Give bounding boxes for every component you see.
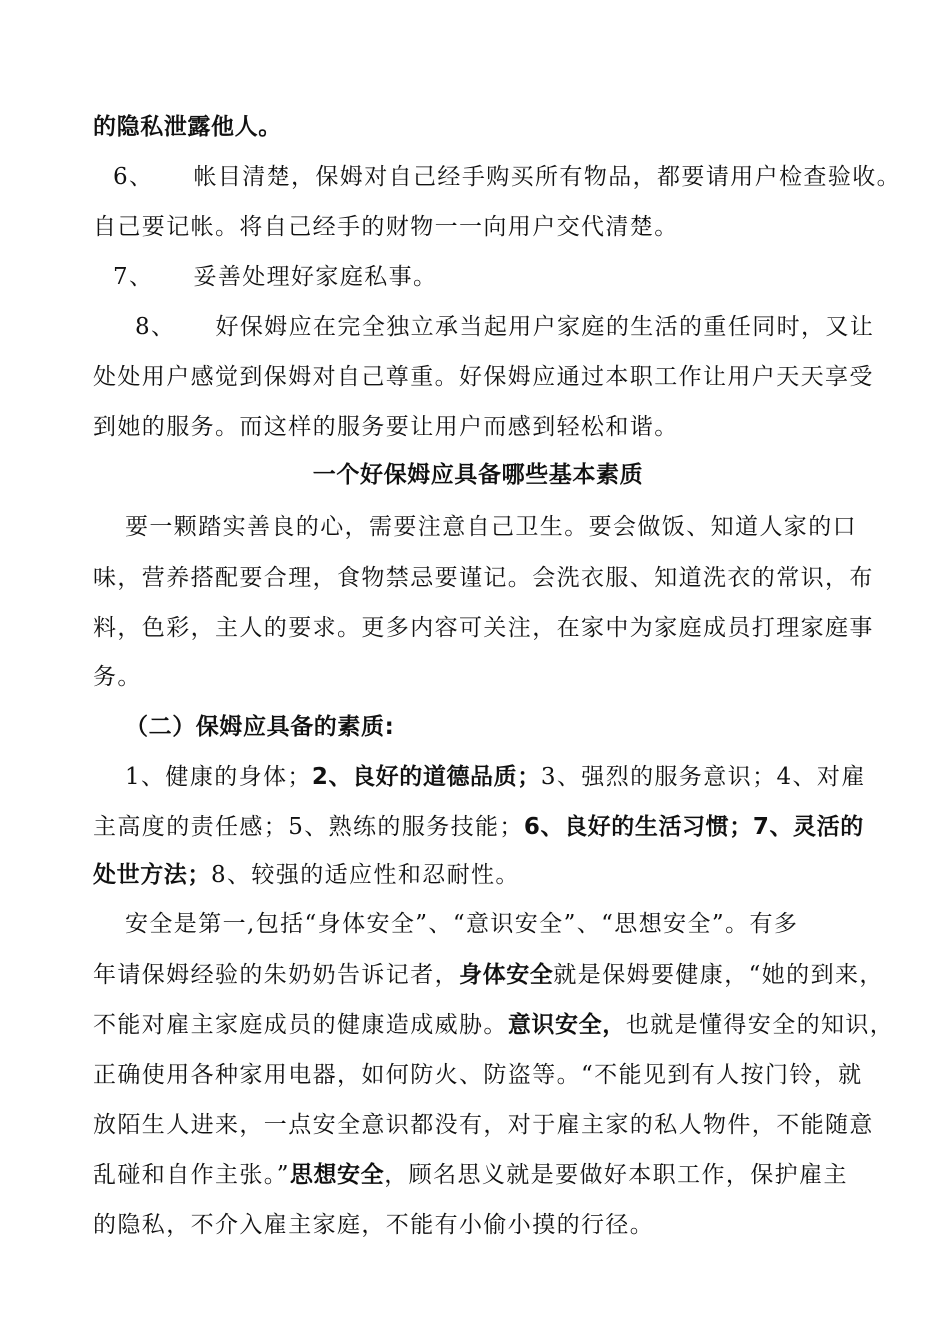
text: 放陌生人进来，一点安全意识都没有，对于雇主家的私人物件，不能随意 [93, 1112, 874, 1138]
text: 处处用户感觉到保姆对自己尊重。好保姆应通过本职工作让用户天天享受 [93, 364, 874, 390]
para1-line-2 [93, 563, 874, 593]
text: 料，色彩，主人的要求。更多内容可关注，在家中为家庭成员打理家庭事 [93, 615, 874, 641]
item-6 [113, 162, 902, 192]
text: 正确使用各种家用电器，如何防火、防盗等。“不能见到有人按门铃，就 [93, 1062, 863, 1088]
item-number: 8、 [135, 314, 176, 340]
safety-line-5 [93, 1110, 874, 1140]
qualities-line-1 [125, 762, 895, 792]
text: 味，营养搭配要合理，食物禁忌要谨记。会洗衣服、知道洗衣的常识，布 [93, 565, 874, 591]
text-line-3 [93, 212, 863, 242]
qualities-line-3 [93, 860, 863, 890]
text: 8、较强的适应性和忍耐性。 [211, 862, 520, 888]
text: 3、强烈的服务意识；4、对雇 [540, 764, 866, 790]
text: 就是保姆要健康，“她的到来， [553, 962, 884, 988]
text-line-7 [93, 412, 863, 442]
text: 的隐私泄露他人。 [93, 114, 282, 140]
text: 要一颗踏实善良的心，需要注意自己卫生。要会做饭、知道人家的口 [125, 514, 857, 540]
section-title [93, 460, 863, 490]
text: 自己要记帐。将自己经手的财物一一向用户交代清楚。 [93, 214, 679, 240]
bold-text: 思想安全 [289, 1162, 385, 1188]
text: 乱碰和自作主张。” [93, 1162, 290, 1188]
safety-line-4 [93, 1060, 863, 1090]
item-8 [135, 312, 905, 342]
item-number: 7、 [113, 264, 154, 290]
heading-text: （二）保姆应具备的素质: [125, 714, 395, 740]
text: 安全是第一,包括“身体安全”、“意识安全”、“思想安全”。有多 [125, 911, 799, 937]
text: 主高度的责任感；5、熟练的服务技能； [93, 814, 524, 840]
text: 的隐私，不介入雇主家庭，不能有小偷小摸的行径。 [93, 1212, 655, 1238]
subsection-heading [125, 712, 895, 742]
para1-line-4 [93, 662, 863, 692]
item-text: 好保姆应在完全独立承当起用户家庭的生活的重任同时，又让 [215, 314, 875, 340]
text: 到她的服务。而这样的服务要让用户而感到轻松和谐。 [93, 414, 679, 440]
safety-line-6 [93, 1160, 863, 1190]
item-number: 6、 [113, 164, 154, 190]
bold-text: 身体安全 [459, 962, 554, 988]
text: 不能对雇主家庭成员的健康造成威胁。 [93, 1012, 508, 1038]
text: 也就是懂得安全的知识， [625, 1012, 895, 1038]
title-text: 一个好保姆应具备哪些基本素质 [312, 462, 644, 488]
item-text: 帐目清楚，保姆对自己经手购买所有物品，都要请用户检查验收。 [193, 164, 902, 190]
text-line-6 [93, 362, 874, 392]
safety-line-1 [125, 909, 895, 939]
bold-text: 2、良好的道德品质； [311, 764, 541, 790]
bold-text: 6、良好的生活习惯；7、灵活的 [523, 814, 864, 840]
text: 1、健康的身体； [125, 764, 312, 790]
item-7 [113, 262, 883, 292]
safety-line-3 [93, 1010, 895, 1040]
text: 年请保姆经验的朱奶奶告诉记者， [93, 962, 459, 988]
text: ，顾名思义就是要做好本职工作，保护雇主 [384, 1162, 848, 1188]
qualities-line-2 [93, 812, 863, 842]
text: 务。 [93, 664, 142, 690]
item-text: 妥善处理好家庭私事。 [193, 264, 438, 290]
safety-line-7 [93, 1210, 863, 1240]
bold-text: 意识安全， [507, 1012, 626, 1038]
bold-text: 处世方法； [93, 862, 211, 888]
para1-line-3 [93, 613, 874, 643]
safety-line-2 [93, 960, 884, 990]
para1-line-1 [125, 512, 895, 542]
text-line-1 [93, 112, 863, 142]
